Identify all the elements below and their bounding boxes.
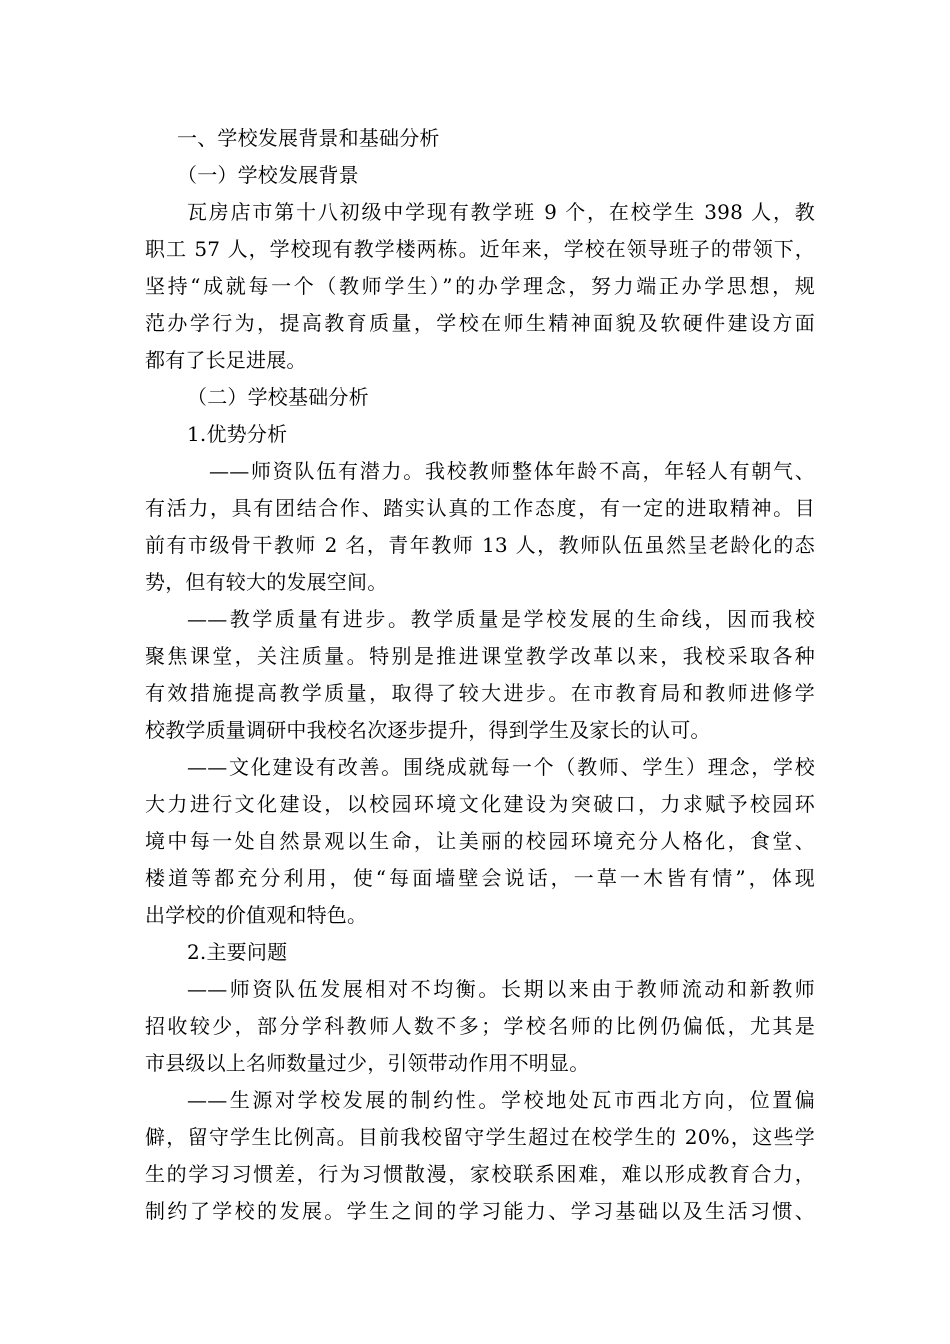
text-line: 制约了学校的发展。学生之间的学习能力、学习基础以及生活习惯、 xyxy=(145,1199,815,1223)
text-line: 僻，留守学生比例高。目前我校留守学生超过在校学生的 20%，这些学 xyxy=(145,1125,815,1149)
text-line: 境中每一处自然景观以生命，让美丽的校园环境充分人格化，食堂、 xyxy=(145,829,815,853)
text-line: 大力进行文化建设，以校园环境文化建设为突破口，力求赋予校园环 xyxy=(145,792,815,816)
text-line: 一、学校发展背景和基础分析 xyxy=(177,126,440,150)
text-line: 2.主要问题 xyxy=(187,940,288,964)
text-line: 坚持“成就每一个（教师学生）”的办学理念，努力端正办学思想，规 xyxy=(145,274,815,298)
text-line: ——师资队伍发展相对不均衡。长期以来由于教师流动和新教师 xyxy=(187,977,815,1001)
text-line: 市县级以上名师数量过少，引领带动作用不明显。 xyxy=(145,1051,590,1075)
text-line: 招收较少，部分学科教师人数不多；学校名师的比例仍偏低，尤其是 xyxy=(145,1014,815,1038)
text-line: 有效措施提高教学质量，取得了较大进步。在市教育局和教师进修学 xyxy=(145,681,815,705)
text-line: ——文化建设有改善。围绕成就每一个（教师、学生）理念，学校 xyxy=(187,755,815,779)
text-line: 有活力，具有团结合作、踏实认真的工作态度，有一定的进取精神。目 xyxy=(145,496,815,520)
text-line: 范办学行为，提高教育质量，学校在师生精神面貌及软硬件建设方面 xyxy=(145,311,815,335)
text-line: 聚焦课堂，关注质量。特别是推进课堂教学改革以来，我校采取各种 xyxy=(145,644,815,668)
text-line: 校教学质量调研中我校名次逐步提升，得到学生及家长的认可。 xyxy=(145,718,711,742)
text-line: 势，但有较大的发展空间。 xyxy=(145,570,388,594)
text-line: 瓦房店市第十八初级中学现有教学班 9 个，在校学生 398 人，教 xyxy=(187,200,815,224)
text-line: （二）学校基础分析 xyxy=(187,385,369,409)
document-page xyxy=(145,120,815,1230)
text-line: （一）学校发展背景 xyxy=(177,163,359,187)
text-line: 1.优势分析 xyxy=(187,422,288,446)
text-line: ——教学质量有进步。教学质量是学校发展的生命线，因而我校 xyxy=(187,607,815,631)
text-line: 生的学习习惯差，行为习惯散漫，家校联系困难，难以形成教育合力， xyxy=(145,1162,815,1186)
text-line: 职工 57 人，学校现有教学楼两栋。近年来，学校在领导班子的带领下， xyxy=(145,237,815,261)
text-line: 楼道等都充分利用，使“每面墙壁会说话，一草一木皆有情”，体现 xyxy=(145,866,815,890)
text-line: 出学校的价值观和特色。 xyxy=(145,903,368,927)
text-line: 前有市级骨干教师 2 名，青年教师 13 人，教师队伍虽然呈老龄化的态 xyxy=(145,533,815,557)
text-line: ——生源对学校发展的制约性。学校地处瓦市西北方向，位置偏 xyxy=(187,1088,815,1112)
text-line: ——师资队伍有潜力。我校教师整体年龄不高，年轻人有朝气、 xyxy=(209,459,815,483)
text-line: 都有了长足进展。 xyxy=(145,348,307,372)
